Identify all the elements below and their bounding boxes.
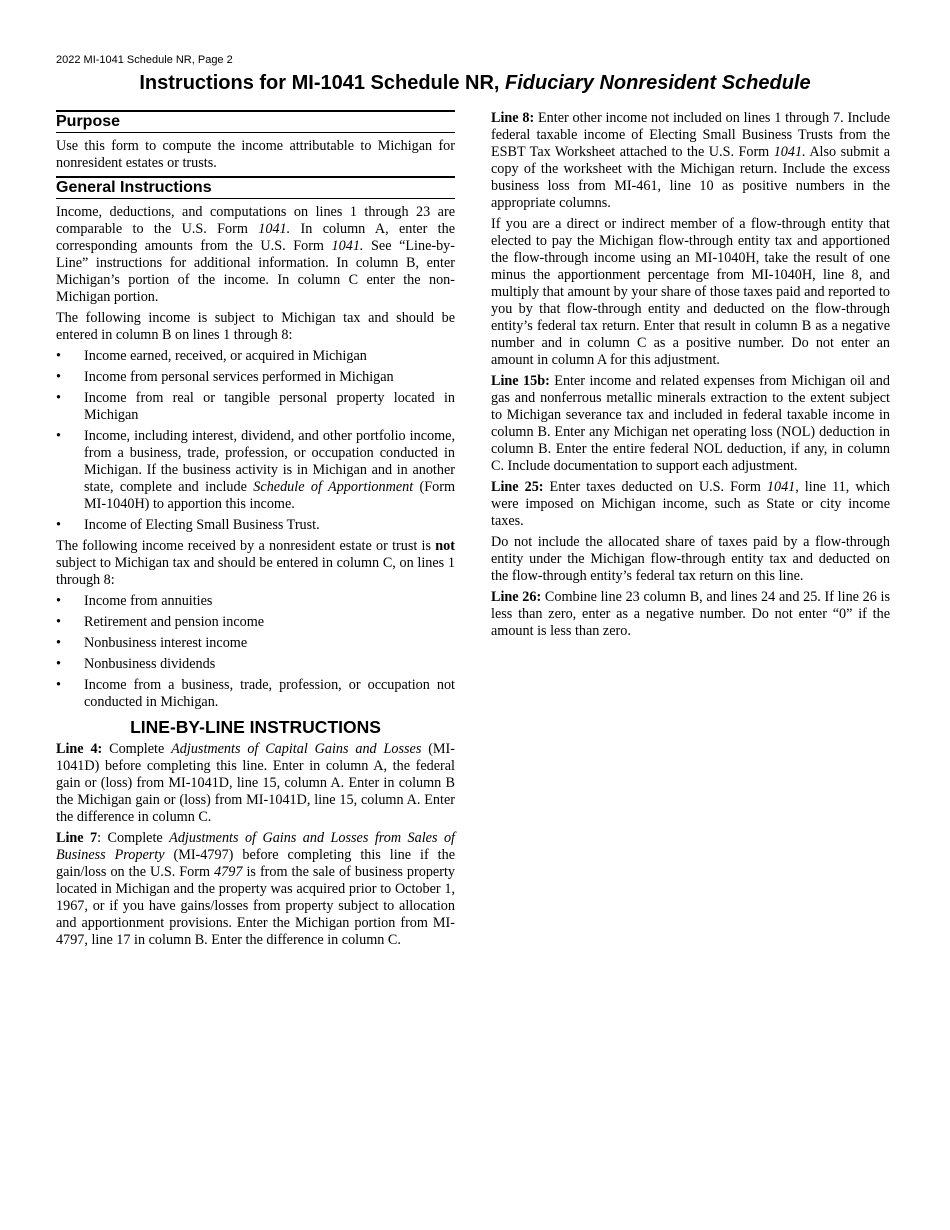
line-by-line-heading: LINE-BY-LINE INSTRUCTIONS xyxy=(130,717,381,737)
right-column xyxy=(491,110,890,644)
general-paragraph-1: Income, deductions, and computations on lines 1 through 23 are comparable to the U.S. Form 1041. In column A, enter the corresponding amounts from the U.S. Form 1041. See “Line-by-Line” instructions for additional information. In column B, enter Michigan’s portion of the income. In column C enter the non-Michigan portion. xyxy=(56,204,456,305)
line-15b-instructions: Line 15b: Enter income and related expenses from Michigan oil and gas and nonferrous metallic minerals extraction to the extent subject to Michigan severance tax and included in federal taxable income in column B. Enter any Michigan net operating loss (NOL) deduction in column B. Enter the entire federal NOL deduction, if any, in column C. Include documentation to support each adjustment. xyxy=(491,373,890,474)
list-item: • Income from a business, trade, profession, or occupation not conducted in Michigan. xyxy=(56,677,455,711)
line-4-instructions: Line 4: Complete Adjustments of Capital Gains and Losses (MI-1041D) before completing this line. Enter in column A, the federal gain or (loss) from MI-1041D, line 15, column A. Enter in column B the Michigan gain or (loss) from MI-1041D, line 15, column A. Enter the difference in column C. xyxy=(56,741,455,825)
list-item: • Income, including interest, dividend, and other portfolio income, from a business, trade, profession, or occupation conducted in Michigan. If the business activity is in Michigan and in another state, complete and include Schedule of Apportionment (Form MI-1040H) to apportion this income. xyxy=(56,428,455,513)
page-header: 2022 MI-1041 Schedule NR, Page 2 xyxy=(56,54,233,66)
general-paragraph-3: The following income received by a nonresident estate or trust is not subject to Michigan tax and should be entered in column C, on lines 1 through 8: xyxy=(56,538,455,588)
list-item: • Retirement and pension income xyxy=(56,614,455,631)
list-item: • Nonbusiness dividends xyxy=(56,656,455,673)
list-item: • Income from personal services performed in Michigan xyxy=(56,369,455,386)
title-main: Instructions for MI-1041 Schedule NR, xyxy=(139,72,505,94)
purpose-text: Use this form to compute the income attributable to Michigan for nonresident estates or trusts. xyxy=(56,138,455,171)
purpose-heading: Purpose xyxy=(56,110,455,133)
flow-through-paragraph: If you are a direct or indirect member of a flow-through entity that elected to pay the Michigan flow-through entity tax and apportioned the flow-through income using an MI-1040H, take the result of one minus the apportionment percentage from MI-1040H, line 8, and multiply that amount by your share of those taxes paid and reported to you by that flow-through entity and deducted on the flow-through entity’s federal tax return. Enter that result in column B as a negative number and in column C as a positive number. Do not enter an amount in column A for this adjustment. xyxy=(491,216,890,368)
page-title xyxy=(0,72,950,95)
list-item: • Income of Electing Small Business Trust. xyxy=(56,517,455,534)
left-column xyxy=(56,110,455,953)
title-italic: Fiduciary Nonresident Schedule xyxy=(505,72,811,94)
subject-income-list xyxy=(56,348,455,534)
line-26-instructions: Line 26: Combine line 23 column B, and lines 24 and 25. If line 26 is less than zero, enter as a negative number. Do not enter “0” if the amount is less than zero. xyxy=(491,589,890,639)
general-paragraph-2: The following income is subject to Michigan tax and should be entered in column B on lines 1 through 8: xyxy=(56,310,455,343)
non-subject-income-list xyxy=(56,593,455,711)
list-item: • Income from real or tangible personal property located in Michigan xyxy=(56,390,455,424)
list-item: • Nonbusiness interest income xyxy=(56,635,455,652)
line-25-note: Do not include the allocated share of taxes paid by a flow-through entity under the Michigan flow-through entity tax and deducted on the flow-through entity’s federal tax return on this line. xyxy=(491,534,890,584)
general-instructions-heading: General Instructions xyxy=(56,176,455,199)
line-25-instructions: Line 25: Enter taxes deducted on U.S. Form 1041, line 11, which were imposed on Michigan income, such as State or city income taxes. xyxy=(491,479,890,529)
line-7-instructions: Line 7: Complete Adjustments of Gains and Losses from Sales of Business Property (MI-4797) before completing this line if the gain/loss on the U.S. Form 4797 is from the sale of business property located in Michigan and the property was acquired prior to October 1, 1967, or if you have gains/losses from property subject to allocation and apportionment provisions. Enter the Michigan portion from MI-4797, line 17 in column B. Enter the difference in column C. xyxy=(56,830,455,948)
line-8-instructions: Line 8: Enter other income not included on lines 1 through 7. Include federal taxable income of Electing Small Business Trusts from the ESBT Tax Worksheet attached to the U.S. Form 1041. Also submit a copy of the worksheet with the Michigan return. Include the excess business loss from MI-461, line 10 as positive numbers in the appropriate columns. xyxy=(491,110,890,211)
list-item: • Income from annuities xyxy=(56,593,455,610)
list-item: • Income earned, received, or acquired in Michigan xyxy=(56,348,455,365)
